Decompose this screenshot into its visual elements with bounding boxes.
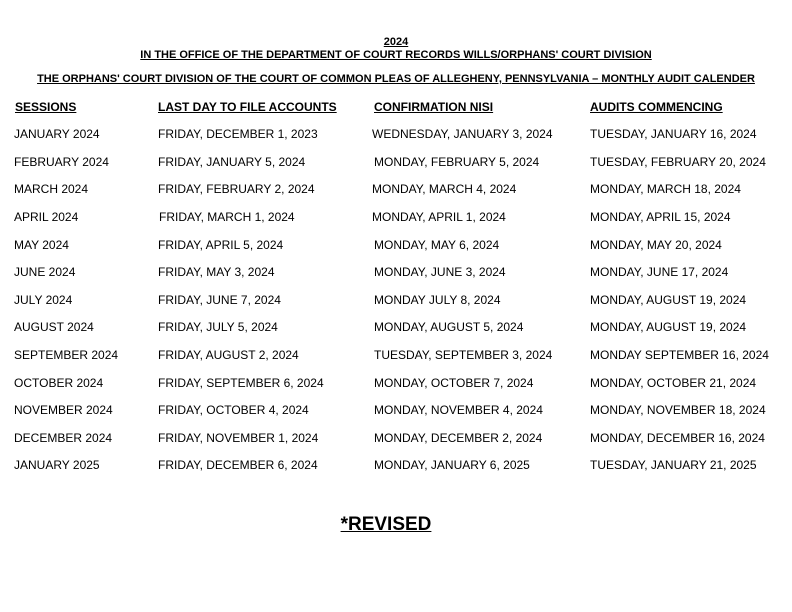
column-header-last-day: LAST DAY TO FILE ACCOUNTS — [158, 100, 337, 114]
cell-session: OCTOBER 2024 — [14, 376, 104, 390]
cell-session: MARCH 2024 — [14, 182, 89, 196]
cell-confirmation: MONDAY, AUGUST 5, 2024 — [374, 320, 524, 334]
office-heading: IN THE OFFICE OF THE DEPARTMENT OF COURT RECORDS WILLS/ORPHANS' COURT DIVISION — [140, 49, 652, 61]
cell-audit-start: MONDAY, AUGUST 19, 2024 — [590, 293, 747, 307]
cell-session: JUNE 2024 — [14, 265, 76, 279]
cell-audit-start: MONDAY, JUNE 17, 2024 — [590, 265, 729, 279]
cell-audit-start: MONDAY, MARCH 18, 2024 — [590, 182, 741, 196]
cell-session: AUGUST 2024 — [14, 320, 94, 334]
cell-last-day: FRIDAY, DECEMBER 1, 2023 — [158, 127, 318, 141]
cell-confirmation: MONDAY, APRIL 1, 2024 — [372, 210, 506, 224]
cell-audit-start: MONDAY, AUGUST 19, 2024 — [590, 320, 747, 334]
cell-audit-start: MONDAY, DECEMBER 16, 2024 — [590, 431, 765, 445]
cell-audit-start: TUESDAY, JANUARY 21, 2025 — [590, 458, 757, 472]
cell-confirmation: MONDAY, DECEMBER 2, 2024 — [374, 431, 543, 445]
cell-last-day: FRIDAY, AUGUST 2, 2024 — [158, 348, 299, 362]
cell-session: MAY 2024 — [14, 238, 69, 252]
cell-session: APRIL 2024 — [14, 210, 79, 224]
cell-confirmation: MONDAY, MAY 6, 2024 — [374, 238, 500, 252]
cell-confirmation: MONDAY, NOVEMBER 4, 2024 — [374, 403, 543, 417]
cell-confirmation: MONDAY JULY 8, 2024 — [374, 293, 501, 307]
cell-last-day: FRIDAY, NOVEMBER 1, 2024 — [158, 431, 319, 445]
cell-audit-start: MONDAY, OCTOBER 21, 2024 — [590, 376, 757, 390]
cell-last-day: FRIDAY, MAY 3, 2024 — [158, 265, 275, 279]
cell-session: JANUARY 2025 — [14, 458, 100, 472]
cell-audit-start: MONDAY, MAY 20, 2024 — [590, 238, 722, 252]
cell-last-day: FRIDAY, MARCH 1, 2024 — [159, 210, 295, 224]
cell-audit-start: MONDAY, NOVEMBER 18, 2024 — [590, 403, 766, 417]
cell-last-day: FRIDAY, APRIL 5, 2024 — [158, 238, 284, 252]
cell-session: FEBRUARY 2024 — [14, 155, 109, 169]
cell-confirmation: WEDNESDAY, JANUARY 3, 2024 — [372, 127, 553, 141]
cell-audit-start: MONDAY, APRIL 15, 2024 — [590, 210, 731, 224]
cell-last-day: FRIDAY, FEBRUARY 2, 2024 — [158, 182, 315, 196]
cell-last-day: FRIDAY, OCTOBER 4, 2024 — [158, 403, 309, 417]
cell-confirmation: MONDAY, JANUARY 6, 2025 — [374, 458, 530, 472]
revised-notice: *REVISED — [340, 514, 432, 535]
cell-session: DECEMBER 2024 — [14, 431, 113, 445]
cell-last-day: FRIDAY, JUNE 7, 2024 — [158, 293, 281, 307]
cell-audit-start: TUESDAY, FEBRUARY 20, 2024 — [590, 155, 766, 169]
cell-confirmation: TUESDAY, SEPTEMBER 3, 2024 — [374, 348, 553, 362]
cell-confirmation: MONDAY, MARCH 4, 2024 — [372, 182, 517, 196]
cell-session: JANUARY 2024 — [14, 127, 100, 141]
cell-confirmation: MONDAY, OCTOBER 7, 2024 — [374, 376, 534, 390]
cell-session: SEPTEMBER 2024 — [14, 348, 119, 362]
column-header-audits: AUDITS COMMENCING — [590, 100, 723, 114]
cell-audit-start: TUESDAY, JANUARY 16, 2024 — [590, 127, 757, 141]
column-header-confirmation: CONFIRMATION NISI — [374, 100, 494, 114]
cell-last-day: FRIDAY, JANUARY 5, 2024 — [158, 155, 306, 169]
cell-session: NOVEMBER 2024 — [14, 403, 113, 417]
document-year: 2024 — [383, 36, 409, 48]
cell-session: JULY 2024 — [14, 293, 73, 307]
cell-last-day: FRIDAY, DECEMBER 6, 2024 — [158, 458, 318, 472]
cell-last-day: FRIDAY, JULY 5, 2024 — [158, 320, 278, 334]
cell-confirmation: MONDAY, JUNE 3, 2024 — [374, 265, 506, 279]
column-header-sessions: SESSIONS — [15, 100, 77, 114]
cell-confirmation: MONDAY, FEBRUARY 5, 2024 — [374, 155, 540, 169]
court-heading: THE ORPHANS' COURT DIVISION OF THE COURT OF COMMON PLEAS OF ALLEGHENY, PENNSYLVANIA – MONTHLY AUDIT CALENDER — [37, 73, 755, 85]
cell-audit-start: MONDAY SEPTEMBER 16, 2024 — [590, 348, 769, 362]
cell-last-day: FRIDAY, SEPTEMBER 6, 2024 — [158, 376, 324, 390]
